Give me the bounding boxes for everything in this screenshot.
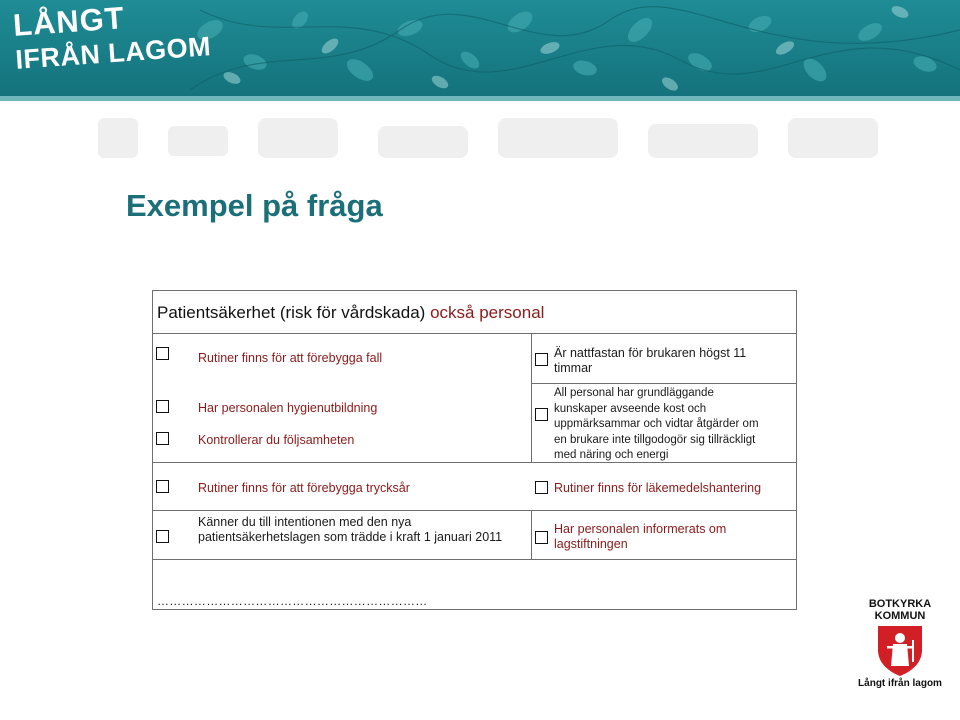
free-text-line[interactable]: …………………………………………………………: [157, 594, 428, 608]
checkbox-trycksar[interactable]: [156, 480, 169, 493]
item-lakemedel-label: Rutiner finns för läkemedelshantering: [554, 481, 762, 495]
header-banner: [0, 0, 960, 98]
banner-logo-line1: LÅNGT: [11, 0, 126, 43]
banner-logo: [12, 0, 212, 74]
item-fall-label: Rutiner finns för att förebygga fall: [198, 351, 383, 365]
item-patientsakerhetslag-line2: patientsäkerhetslagen som trädde i kraft 1 januari 2011: [198, 530, 503, 544]
banner-edge: [0, 96, 960, 101]
checkbox-lakemedel[interactable]: [535, 481, 548, 494]
item-foljsamhet-label: Kontrollerar du följsamheten: [198, 433, 355, 447]
item-lagstiftning-label: [554, 522, 726, 552]
item-kost-line1: All personal har grundläggande: [554, 387, 714, 399]
item-hygien-label: Har personalen hygienutbildning: [198, 401, 378, 415]
municipality-tagline: Långt ifrån lagom: [858, 678, 942, 689]
row-divider: [152, 510, 797, 511]
item-kost-line5: med näring och energi: [554, 449, 669, 461]
column-divider: [531, 333, 532, 462]
item-patientsakerhetslag-line1: Känner du till intentionen med den nya: [198, 515, 412, 529]
row-divider: [532, 383, 797, 384]
item-kost-label: [554, 386, 759, 464]
item-nattfasta-line2: timmar: [554, 361, 593, 375]
checkbox-nattfasta[interactable]: [535, 353, 548, 366]
item-kost-line4: en brukare inte tillgodogör sig tillräckligt: [554, 433, 756, 446]
municipality-name-line1: BOTKYRKA: [868, 598, 932, 610]
form-heading-main: Patientsäkerhet (risk för vårdskada): [157, 303, 426, 322]
municipality-name-line2: KOMMUN: [874, 610, 926, 622]
row-divider: [152, 559, 797, 560]
municipality-shield-icon: [872, 622, 928, 678]
row-divider: [152, 333, 797, 334]
item-patientsakerhetslag-label: [198, 515, 502, 545]
item-nattfasta-label: [554, 346, 746, 376]
item-lagstiftning-line1: Har personalen informerats om: [554, 522, 727, 536]
form-heading: [157, 303, 544, 323]
checkbox-foljsamhet[interactable]: [156, 432, 169, 445]
banner-logo-line2: IFRÅN LAGOM: [14, 31, 213, 75]
logo-watermark: [98, 108, 888, 166]
form-heading-accent: också personal: [430, 303, 545, 322]
item-trycksar-label: Rutiner finns för att förebygga trycksår: [198, 481, 410, 495]
checkbox-kost[interactable]: [535, 408, 548, 421]
checkbox-lagstiftning[interactable]: [535, 531, 548, 544]
column-divider: [531, 510, 532, 559]
checkbox-patientsakerhetslag[interactable]: [156, 530, 169, 543]
item-kost-line3: uppmärksammar och vidtar åtgärder om: [554, 418, 759, 430]
item-nattfasta-line1: Är nattfastan för brukaren högst 11: [554, 346, 747, 360]
item-kost-line2: kunskaper avseende kost och: [554, 402, 707, 415]
checkbox-hygien[interactable]: [156, 400, 169, 413]
checkbox-fall[interactable]: [156, 347, 169, 360]
item-lagstiftning-line2: lagstiftningen: [554, 537, 628, 551]
page-title: Exempel på fråga: [126, 188, 383, 223]
